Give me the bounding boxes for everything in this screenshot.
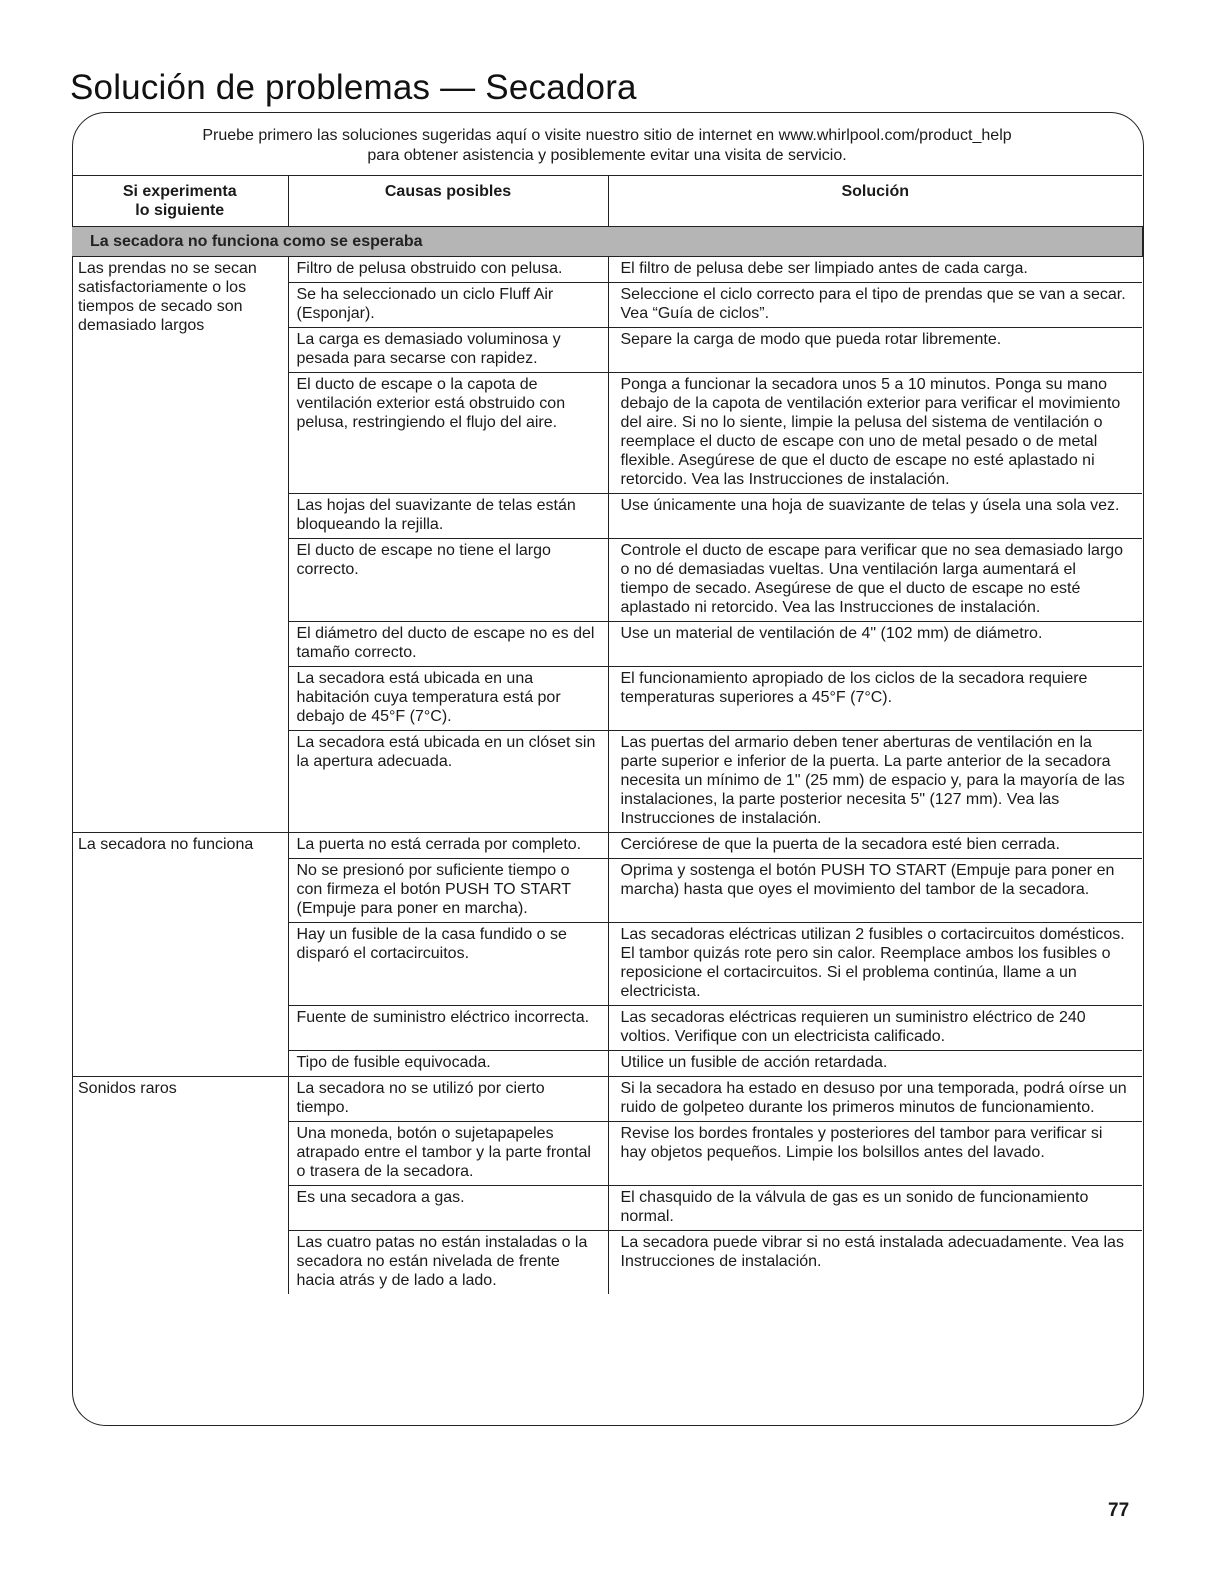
solution-cell: Utilice un fusible de acción retardada.: [608, 1051, 1142, 1077]
cause-cell: Tipo de fusible equivocada.: [288, 1051, 608, 1077]
solution-cell: El filtro de pelusa debe ser limpiado antes de cada carga.: [608, 257, 1142, 283]
intro-line-2: para obtener asistencia y posiblemente evitar una visita de servicio.: [367, 147, 847, 164]
solution-cell: Las secadoras eléctricas utilizan 2 fusibles o cortacircuitos domésticos. El tambor quizás rote pero sin calor. Reemplace ambos los fusibles o reposicione el cortacircuitos. Si el problema continúa, llame a un electricista.: [608, 923, 1142, 1006]
header-symptom-line-1: Si experimenta: [122, 183, 237, 200]
cause-cell: La secadora no se utilizó por cierto tiempo.: [288, 1077, 608, 1122]
solution-cell: El chasquido de la válvula de gas es un sonido de funcionamiento normal.: [608, 1186, 1142, 1231]
solution-cell: Cerciórese de que la puerta de la secadora esté bien cerrada.: [608, 833, 1142, 859]
symptom-cell: Sonidos raros: [72, 1077, 288, 1295]
solution-cell: Controle el ducto de escape para verificar que no sea demasiado largo o no dé demasiadas vueltas. Una ventilación larga aumentará el tiempo de secado. Asegúrese de que el ducto de escape no esté aplastado ni retorcido. Vea las Instrucciones de instalación.: [608, 539, 1142, 622]
table-row: [72, 1077, 1142, 1122]
cause-cell: Las cuatro patas no están instaladas o la secadora no están nivelada de frente hacia atrás y de lado a lado.: [288, 1231, 608, 1295]
solution-cell: Si la secadora ha estado en desuso por una temporada, podrá oírse un ruido de golpeteo durante los primeros minutos de funcionamiento.: [608, 1077, 1142, 1122]
table-header-row: [72, 176, 1142, 227]
cause-cell: No se presionó por suficiente tiempo o con firmeza el botón PUSH TO START (Empuje para poner en marcha).: [288, 859, 608, 923]
cause-cell: La puerta no está cerrada por completo.: [288, 833, 608, 859]
section-heading: La secadora no funciona como se esperaba: [72, 227, 1142, 257]
cause-cell: El diámetro del ducto de escape no es del tamaño correcto.: [288, 622, 608, 667]
troubleshooting-table: [72, 175, 1143, 1294]
cause-cell: El ducto de escape o la capota de ventilación exterior está obstruido con pelusa, restringiendo el flujo del aire.: [288, 373, 608, 494]
solution-cell: Las puertas del armario deben tener aberturas de ventilación en la parte superior e inferior de la puerta. La parte anterior de la secadora necesita un mínimo de 1" (25 mm) de espacio y, para la mayoría de las instalaciones, la parte posterior necesita 5" (127 mm). Vea las Instrucciones de instalación.: [608, 731, 1142, 833]
table-row: [72, 257, 1142, 283]
solution-cell: Revise los bordes frontales y posteriores del tambor para verificar si hay objetos pequeños. Limpie los bolsillos antes del lavado.: [608, 1122, 1142, 1186]
solution-cell: Seleccione el ciclo correcto para el tipo de prendas que se van a secar. Vea “Guía de ciclos”.: [608, 283, 1142, 328]
solution-cell: Las secadoras eléctricas requieren un suministro eléctrico de 240 voltios. Verifique con un electricista calificado.: [608, 1006, 1142, 1051]
solution-cell: Use únicamente una hoja de suavizante de telas y úsela una sola vez.: [608, 494, 1142, 539]
table-row: [72, 833, 1142, 859]
cause-cell: Fuente de suministro eléctrico incorrecta.: [288, 1006, 608, 1051]
solution-cell: Separe la carga de modo que pueda rotar libremente.: [608, 328, 1142, 373]
intro-text: [72, 126, 1142, 166]
header-symptom-line-2: lo siguiente: [135, 202, 225, 219]
header-solution: Solución: [608, 176, 1142, 227]
cause-cell: El ducto de escape no tiene el largo correcto.: [288, 539, 608, 622]
solution-cell: El funcionamiento apropiado de los ciclos de la secadora requiere temperaturas superiores a 45°F (7°C).: [608, 667, 1142, 731]
section-row: [72, 227, 1142, 257]
cause-cell: Una moneda, botón o sujetapapeles atrapado entre el tambor y la parte frontal o trasera de la secadora.: [288, 1122, 608, 1186]
header-causes: Causas posibles: [288, 176, 608, 227]
solution-cell: La secadora puede vibrar si no está instalada adecuadamente. Vea las Instrucciones de instalación.: [620, 1234, 1124, 1270]
page-title: Solución de problemas — Secadora: [70, 68, 637, 107]
header-symptom: [72, 176, 288, 227]
solution-cell: Oprima y sostenga el botón PUSH TO START (Empuje para poner en marcha) hasta que oyes el movimiento del tambor de la secadora.: [608, 859, 1142, 923]
cause-cell: Hay un fusible de la casa fundido o se disparó el cortacircuitos.: [288, 923, 608, 1006]
cause-cell: Filtro de pelusa obstruido con pelusa.: [288, 257, 608, 283]
solution-cell: Use un material de ventilación de 4" (102 mm) de diámetro.: [608, 622, 1142, 667]
cause-cell: La carga es demasiado voluminosa y pesada para secarse con rapidez.: [288, 328, 608, 373]
symptom-cell: La secadora no funciona: [72, 833, 288, 1077]
cause-cell: La secadora está ubicada en una habitación cuya temperatura está por debajo de 45°F (7°C).: [288, 667, 608, 731]
cause-cell: Se ha seleccionado un ciclo Fluff Air (Esponjar).: [288, 283, 608, 328]
cause-cell: Las hojas del suavizante de telas están bloqueando la rejilla.: [288, 494, 608, 539]
cause-cell: La secadora está ubicada en un clóset sin la apertura adecuada.: [288, 731, 608, 833]
symptom-cell: Las prendas no se secan satisfactoriamente o los tiempos de secado son demasiado largos: [72, 257, 288, 833]
intro-line-1: Pruebe primero las soluciones sugeridas aquí o visite nuestro sitio de internet en www.whirlpool.com/product_help: [202, 127, 1012, 144]
solution-cell: Ponga a funcionar la secadora unos 5 a 10 minutos. Ponga su mano debajo de la capota de ventilación exterior para verificar el movimiento del aire. Si no lo siente, limpie la pelusa del sistema de ventilación o reemplace el ducto de escape con uno de metal pesado o de metal flexible. Asegúrese de que el ducto de escape no esté aplastado ni retorcido. Vea las Instrucciones de instalación.: [608, 373, 1142, 494]
page-number: 77: [1108, 1500, 1130, 1521]
cause-cell: Es una secadora a gas.: [288, 1186, 608, 1231]
